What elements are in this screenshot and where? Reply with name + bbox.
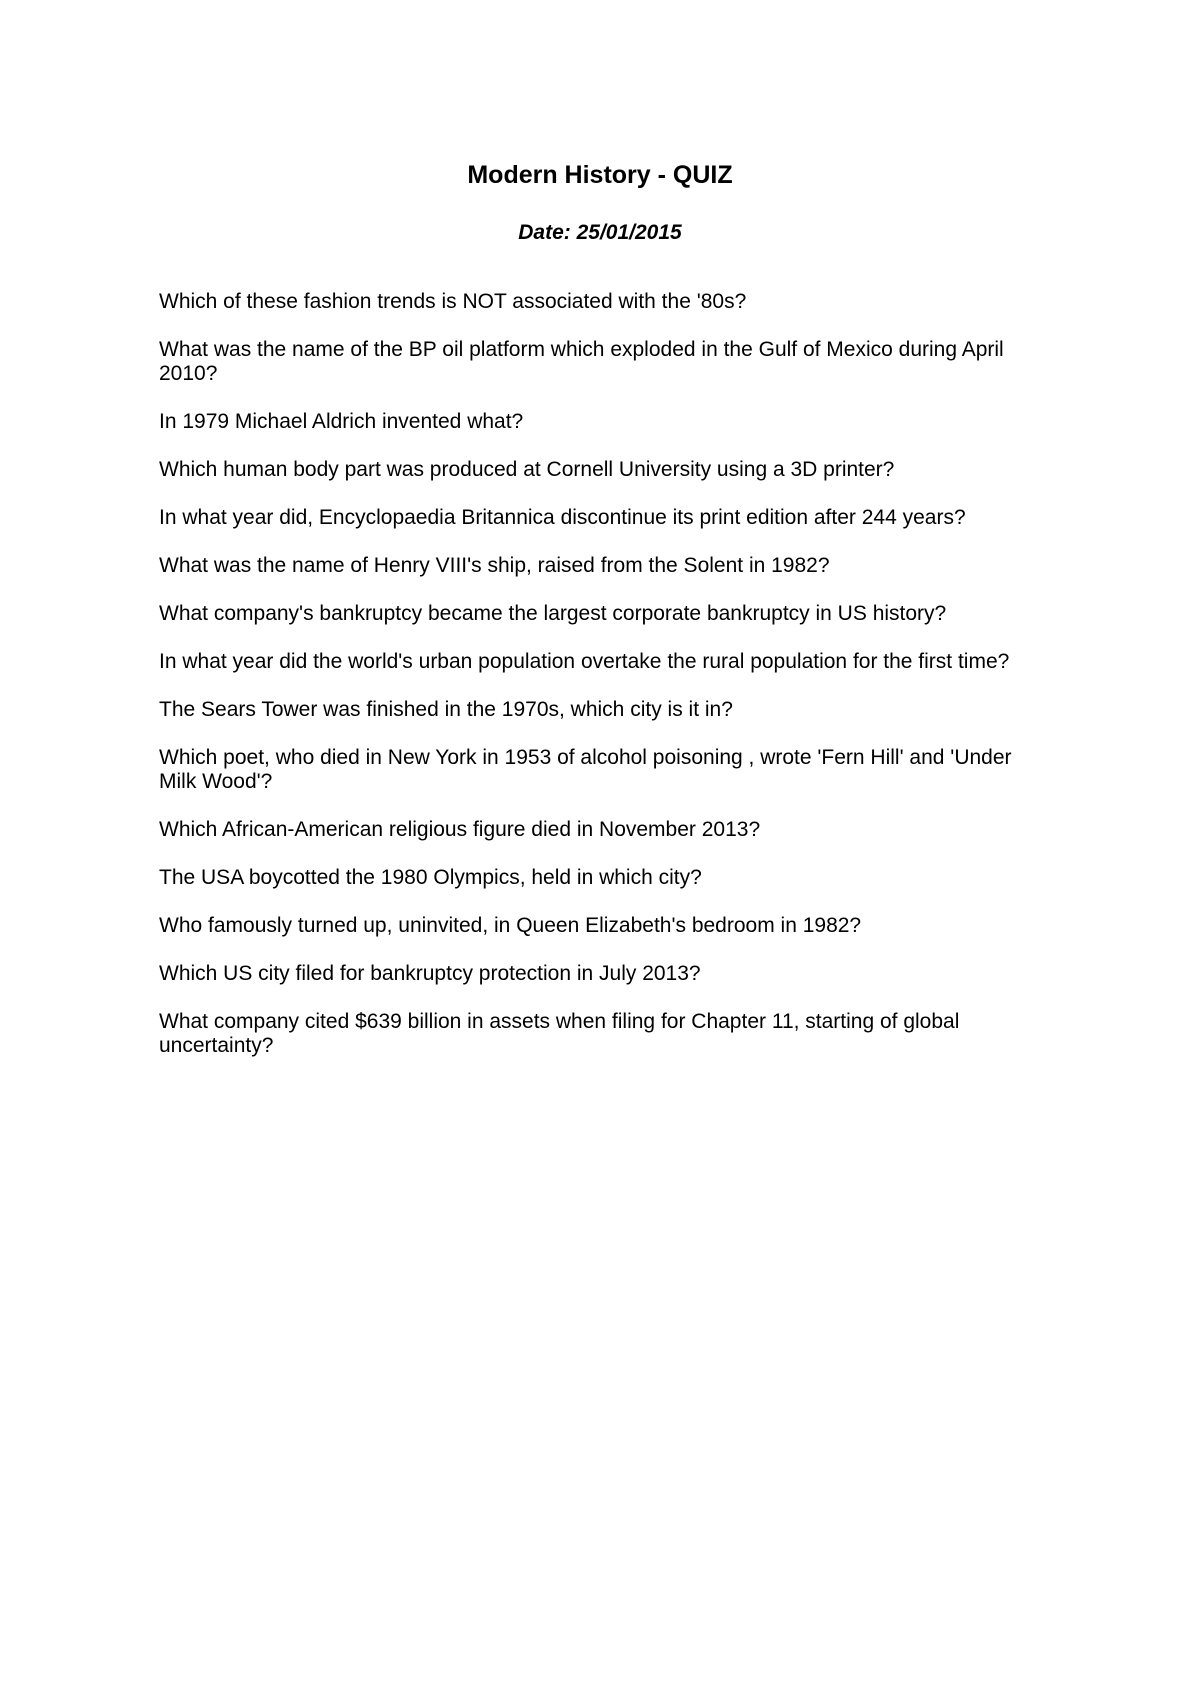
page-title: Modern History - QUIZ <box>467 161 733 189</box>
question-item: The USA boycotted the 1980 Olympics, held in which city? <box>159 866 702 889</box>
question-item: The Sears Tower was finished in the 1970s, which city is it in? <box>159 698 733 721</box>
question-item: In 1979 Michael Aldrich invented what? <box>159 410 524 433</box>
question-item: In what year did the world's urban population overtake the rural population for the first time? <box>159 650 1010 673</box>
quiz-date: Date: 25/01/2015 <box>518 221 682 244</box>
question-item: Which of these fashion trends is NOT associated with the '80s? <box>159 290 747 313</box>
question-item: Who famously turned up, uninvited, in Queen Elizabeth's bedroom in 1982? <box>159 914 862 937</box>
question-item: In what year did, Encyclopaedia Britannica discontinue its print edition after 244 years? <box>159 506 966 529</box>
question-item: Which human body part was produced at Cornell University using a 3D printer? <box>159 458 895 481</box>
question-item: Which US city filed for bankruptcy protection in July 2013? <box>159 962 701 985</box>
question-item: Which poet, who died in New York in 1953 of alcohol poisoning , wrote 'Fern Hill' and 'Under Milk Wood'? <box>159 746 1012 793</box>
question-item: What company cited $639 billion in assets when filing for Chapter 11, starting of global uncertainty? <box>159 1010 960 1057</box>
question-item: What was the name of the BP oil platform which exploded in the Gulf of Mexico during April 2010? <box>159 338 1004 385</box>
question-list <box>159 290 1039 1082</box>
question-item: What was the name of Henry VIII's ship, raised from the Solent in 1982? <box>159 554 830 577</box>
question-item: Which African-American religious figure died in November 2013? <box>159 818 761 841</box>
question-item: What company's bankruptcy became the largest corporate bankruptcy in US history? <box>159 602 947 625</box>
